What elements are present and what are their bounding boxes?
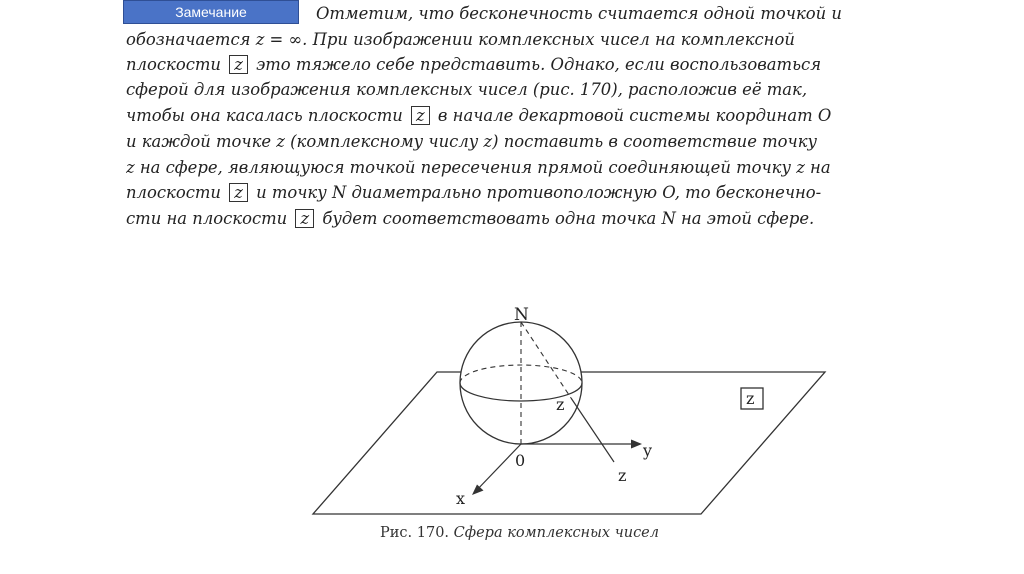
y-axis-arrow bbox=[631, 440, 642, 449]
plane-z-box: z bbox=[229, 183, 248, 202]
text-line-1: Отметим, что бесконечность считается одной точкой и bbox=[316, 4, 842, 23]
label-north-pole: N bbox=[514, 305, 529, 325]
text-line-2: обозначается z = ∞. При изображении комплексных чисел на комплексной bbox=[126, 30, 795, 49]
label-origin: 0 bbox=[515, 451, 526, 470]
plane-z-box: z bbox=[229, 55, 248, 74]
text-span: плоскости bbox=[126, 55, 221, 74]
slide-title-tab: Замечание bbox=[123, 0, 299, 24]
label-z-on-plane: z bbox=[618, 466, 627, 485]
label-x-axis: x bbox=[456, 489, 466, 508]
caption-title: Сфера комплексных чисел bbox=[453, 525, 659, 541]
x-axis-arrow bbox=[472, 485, 484, 496]
projection-line-outside bbox=[571, 398, 614, 462]
label-z-on-sphere: z bbox=[556, 395, 565, 414]
text-span: в начале декартовой системы координат O bbox=[437, 106, 832, 125]
label-y-axis: y bbox=[643, 441, 653, 460]
text-line-4: сферой для изображения комплексных чисел (рис. 170), расположив её так, bbox=[126, 80, 808, 99]
text-span: сти на плоскости bbox=[126, 209, 288, 228]
plane-z-box: z bbox=[411, 106, 430, 125]
text-span: это тяжело себе представить. Однако, если воспользоваться bbox=[256, 55, 822, 74]
text-span: плоскости bbox=[126, 183, 221, 202]
text-span: будет соответствовать одна точка N на этой сфере. bbox=[322, 209, 815, 228]
plane-z-box: z bbox=[295, 209, 314, 228]
text-span: и точку N диаметрально противоположную O, то бесконечно- bbox=[256, 183, 822, 202]
x-axis bbox=[474, 444, 521, 493]
plane-z-label: z bbox=[746, 389, 755, 408]
caption-number: Рис. 170. bbox=[380, 525, 450, 541]
figure-caption bbox=[380, 525, 780, 541]
text-line-7: z на сфере, являющуюся точкой пересечения прямой соединяющей точку z на bbox=[126, 158, 831, 177]
text-span: чтобы она касалась плоскости bbox=[126, 106, 403, 125]
text-line-6: и каждой точке z (комплексному числу z) поставить в соответствие точку bbox=[126, 132, 818, 151]
